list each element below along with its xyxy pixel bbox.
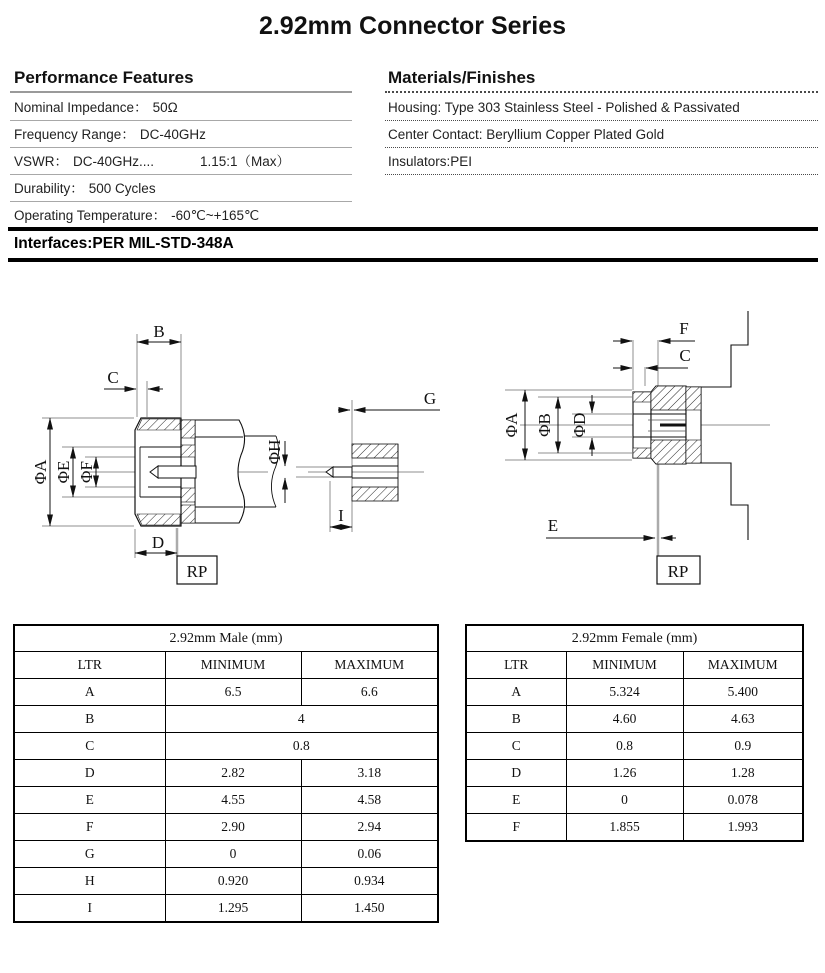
dim-label-g: G xyxy=(423,389,437,408)
cell-ltr: F xyxy=(14,814,165,841)
dim-label-phi-a: ΦA xyxy=(31,459,50,485)
cell-min: 2.90 xyxy=(165,814,301,841)
feature-label: Frequency Range： xyxy=(14,127,135,142)
cell-max: 6.6 xyxy=(301,679,438,706)
cell-ltr: E xyxy=(466,787,566,814)
feature-label: Nominal Impedance： xyxy=(14,100,148,115)
feature-value: 50Ω xyxy=(152,100,178,115)
table-row xyxy=(14,814,438,841)
table-header-row xyxy=(14,652,438,679)
col-header-max: MAXIMUM xyxy=(301,652,438,679)
female-dimension-table xyxy=(465,624,804,842)
cell-min: 0.8 xyxy=(566,733,683,760)
cell-min: 0 xyxy=(165,841,301,868)
table-row xyxy=(466,679,803,706)
cell-ltr: B xyxy=(14,706,165,733)
cell-min: 5.324 xyxy=(566,679,683,706)
table-row xyxy=(14,787,438,814)
cell-ltr: A xyxy=(14,679,165,706)
feature-row-durability xyxy=(14,175,352,202)
cell-ltr: A xyxy=(466,679,566,706)
feature-value: DC-40GHz xyxy=(139,127,206,142)
table-row xyxy=(466,787,803,814)
cell-max: 4.58 xyxy=(301,787,438,814)
dim-label-c-female: C xyxy=(679,346,691,365)
cell-ltr: G xyxy=(14,841,165,868)
feature-row-impedance xyxy=(14,94,352,121)
dim-label-phi-a-female: ΦA xyxy=(502,412,521,438)
materials-heading: Materials/Finishes xyxy=(388,68,536,87)
material-row-contact: Center Contact: Beryllium Copper Plated Gold xyxy=(388,127,665,142)
feature-value: 500 Cycles xyxy=(88,181,156,196)
table-title-row xyxy=(14,625,438,652)
cell-min: 6.5 xyxy=(165,679,301,706)
page-title: 2.92mm Connector Series xyxy=(258,12,567,40)
dim-label-phi-d: ΦD xyxy=(570,412,589,438)
cell-max: 5.400 xyxy=(683,679,803,706)
material-row-insulators: Insulators:PEI xyxy=(388,154,473,169)
female-connector-drawing xyxy=(502,311,770,584)
cell-max: 0.078 xyxy=(683,787,803,814)
cell-max: 4.63 xyxy=(683,706,803,733)
dim-label-f: F xyxy=(679,319,689,338)
table-row xyxy=(466,760,803,787)
cell-ltr: C xyxy=(14,733,165,760)
feature-row-temperature xyxy=(14,202,352,229)
interfaces-rule-bottom xyxy=(8,258,818,262)
col-header-ltr: LTR xyxy=(466,652,566,679)
cell-ltr: F xyxy=(466,814,566,842)
cell-ltr: I xyxy=(14,895,165,923)
table-row xyxy=(14,706,438,733)
dim-label-b: B xyxy=(153,322,165,341)
cell-ltr: H xyxy=(14,868,165,895)
table-row xyxy=(466,706,803,733)
table-row xyxy=(14,868,438,895)
cell-min: 2.82 xyxy=(165,760,301,787)
feature-value: -60℃~+165℃ xyxy=(171,208,260,223)
material-row-housing: Housing: Type 303 Stainless Steel - Polished & Passivated xyxy=(388,100,740,115)
interfaces-text: Interfaces:PER MIL-STD-348A xyxy=(14,235,234,252)
feature-value: DC-40GHz.... xyxy=(73,154,155,169)
cell-ltr: C xyxy=(466,733,566,760)
dim-label-phi-b: ΦB xyxy=(535,413,554,437)
cell-max: 2.94 xyxy=(301,814,438,841)
cell-max: 0.934 xyxy=(301,868,438,895)
cell-min: 0 xyxy=(566,787,683,814)
table-row xyxy=(14,679,438,706)
table-title: 2.92mm Male (mm) xyxy=(14,625,438,652)
col-header-max: MAXIMUM xyxy=(683,652,803,679)
male-pin-detail-drawing xyxy=(265,389,440,532)
male-rp-label: RP xyxy=(186,562,208,581)
dim-label-phi-e: ΦE xyxy=(54,460,73,484)
male-connector-drawing xyxy=(31,322,279,584)
divider xyxy=(385,174,818,175)
cell-ltr: D xyxy=(466,760,566,787)
cell-max: 0.9 xyxy=(683,733,803,760)
cell-min-span: 0.8 xyxy=(165,733,438,760)
table-row xyxy=(14,733,438,760)
table-header-row xyxy=(466,652,803,679)
cell-ltr: B xyxy=(466,706,566,733)
performance-heading-rule xyxy=(10,91,352,93)
dim-label-d: D xyxy=(151,533,165,552)
dim-label-c: C xyxy=(107,368,119,387)
cell-max: 3.18 xyxy=(301,760,438,787)
col-header-min: MINIMUM xyxy=(165,652,301,679)
cell-min: 1.26 xyxy=(566,760,683,787)
col-header-min: MINIMUM xyxy=(566,652,683,679)
interfaces-rule-top xyxy=(8,227,818,231)
cell-max: 1.28 xyxy=(683,760,803,787)
cell-max: 0.06 xyxy=(301,841,438,868)
dim-label-i: I xyxy=(338,506,344,525)
table-row xyxy=(14,895,438,923)
dim-label-e: E xyxy=(547,516,559,535)
table-row xyxy=(14,760,438,787)
table-row xyxy=(466,733,803,760)
cell-min: 1.295 xyxy=(165,895,301,923)
cell-min: 0.920 xyxy=(165,868,301,895)
feature-row-vswr xyxy=(14,148,352,175)
cell-min: 4.55 xyxy=(165,787,301,814)
table-title-row xyxy=(466,625,803,652)
materials-heading-rule xyxy=(385,91,818,93)
feature-label: Operating Temperature： xyxy=(14,208,167,223)
connector-drawings xyxy=(0,295,825,600)
cell-max: 1.993 xyxy=(683,814,803,842)
cell-min-span: 4 xyxy=(165,706,438,733)
male-dimension-table xyxy=(13,624,439,923)
cell-ltr: E xyxy=(14,787,165,814)
performance-heading: Performance Features xyxy=(14,68,194,87)
col-header-ltr: LTR xyxy=(14,652,165,679)
feature-label: VSWR： xyxy=(14,154,68,169)
cell-max: 1.450 xyxy=(301,895,438,923)
dim-label-phi-f: ΦF xyxy=(77,461,96,483)
cell-min: 4.60 xyxy=(566,706,683,733)
feature-label: Durability： xyxy=(14,181,84,196)
feature-row-frequency xyxy=(14,121,352,148)
female-rp-label: RP xyxy=(667,562,689,581)
feature-value-2: 1.15:1（Max） xyxy=(200,154,291,169)
table-row xyxy=(466,814,803,842)
cell-min: 1.855 xyxy=(566,814,683,842)
table-title: 2.92mm Female (mm) xyxy=(466,625,803,652)
cell-ltr: D xyxy=(14,760,165,787)
table-row xyxy=(14,841,438,868)
dim-label-phi-h: ΦH xyxy=(265,439,284,465)
